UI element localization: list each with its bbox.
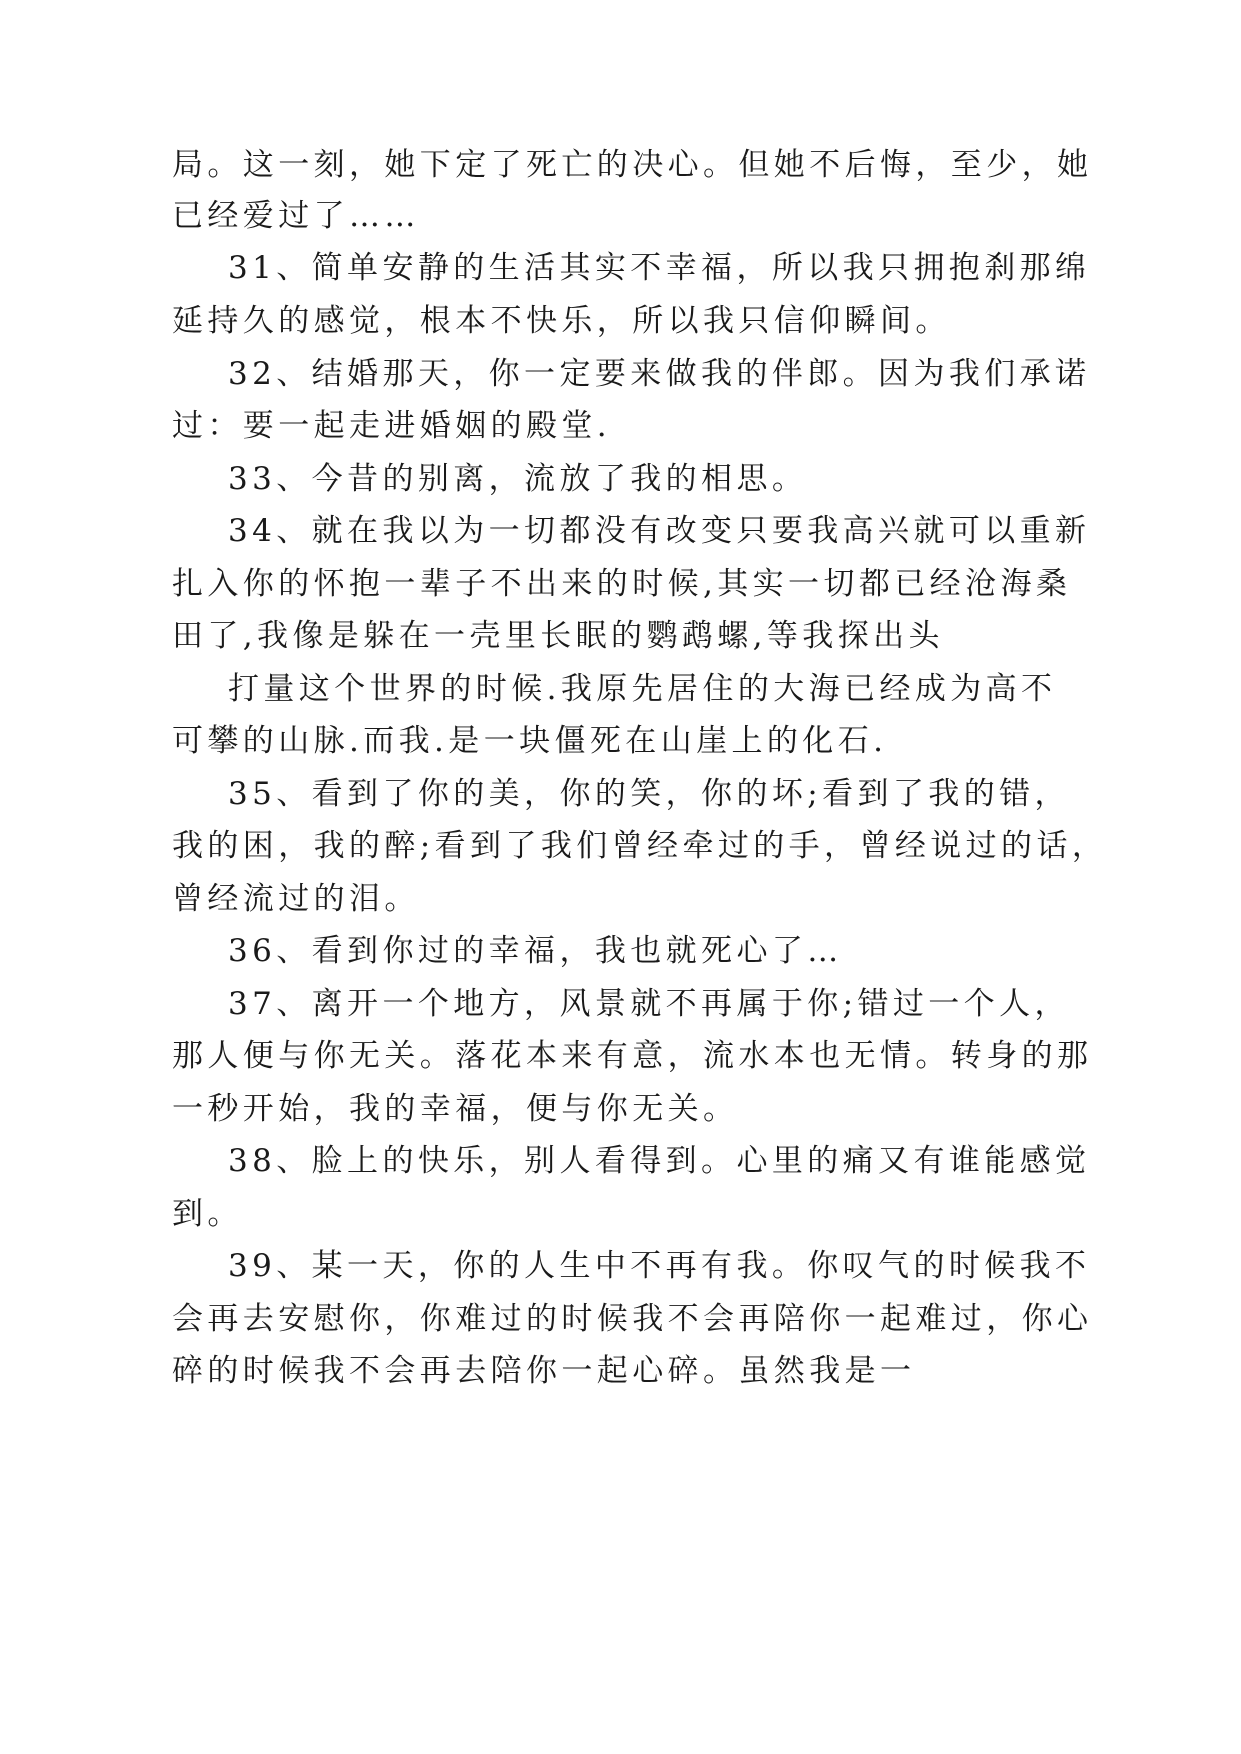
text-line: 打量这个世界的时候.我原先居住的大海已经成为高不	[228, 671, 1057, 707]
text-line: 我的困，我的醉;看到了我们曾经牵过的手，曾经说过的话，	[172, 828, 1108, 864]
text-line: 扎入你的怀抱一辈子不出来的时候,其实一切都已经沧海桑	[172, 566, 1072, 602]
text-line: 田了,我像是躲在一壳里长眠的鹦鹉螺,等我探出头	[172, 618, 944, 654]
text-line: 会再去安慰你，你难过的时候我不会再陪你一起难过，你心	[172, 1301, 1093, 1337]
text-line: 36、看到你过的幸福，我也就死心了…	[228, 933, 843, 969]
text-line: 可攀的山脉.而我.是一块僵死在山崖上的化石.	[172, 723, 888, 759]
text-line: 38、脸上的快乐，别人看得到。心里的痛又有谁能感觉	[228, 1143, 1091, 1179]
text-line: 一秒开始，我的幸福，便与你无关。	[172, 1091, 739, 1127]
text-line: 39、某一天，你的人生中不再有我。你叹气的时候我不	[228, 1248, 1091, 1284]
text-line: 34、就在我以为一切都没有改变只要我高兴就可以重新	[228, 513, 1091, 549]
text-line: 局。这一刻，她下定了死亡的决心。但她不后悔，至少，她	[172, 147, 1093, 183]
text-line: 37、离开一个地方，风景就不再属于你;错过一个人，	[228, 986, 1070, 1022]
text-line: 31、简单安静的生活其实不幸福，所以我只拥抱刹那绵	[228, 250, 1091, 286]
text-line: 到。	[172, 1196, 243, 1232]
text-line: 33、今昔的别离，流放了我的相思。	[228, 461, 808, 497]
text-line: 那人便与你无关。落花本来有意，流水本也无情。转身的那	[172, 1038, 1093, 1074]
text-line: 过：要一起走进婚姻的殿堂.	[172, 408, 612, 444]
text-line: 延持久的感觉，根本不快乐，所以我只信仰瞬间。	[172, 303, 951, 339]
text-line: 32、结婚那天，你一定要来做我的伴郎。因为我们承诺	[228, 356, 1091, 392]
text-line: 曾经流过的泪。	[172, 881, 420, 917]
text-line: 35、看到了你的美，你的笑，你的坏;看到了我的错，	[228, 776, 1070, 812]
text-line: 已经爱过了……	[172, 198, 420, 234]
text-line: 碎的时候我不会再去陪你一起心碎。虽然我是一	[172, 1353, 916, 1389]
